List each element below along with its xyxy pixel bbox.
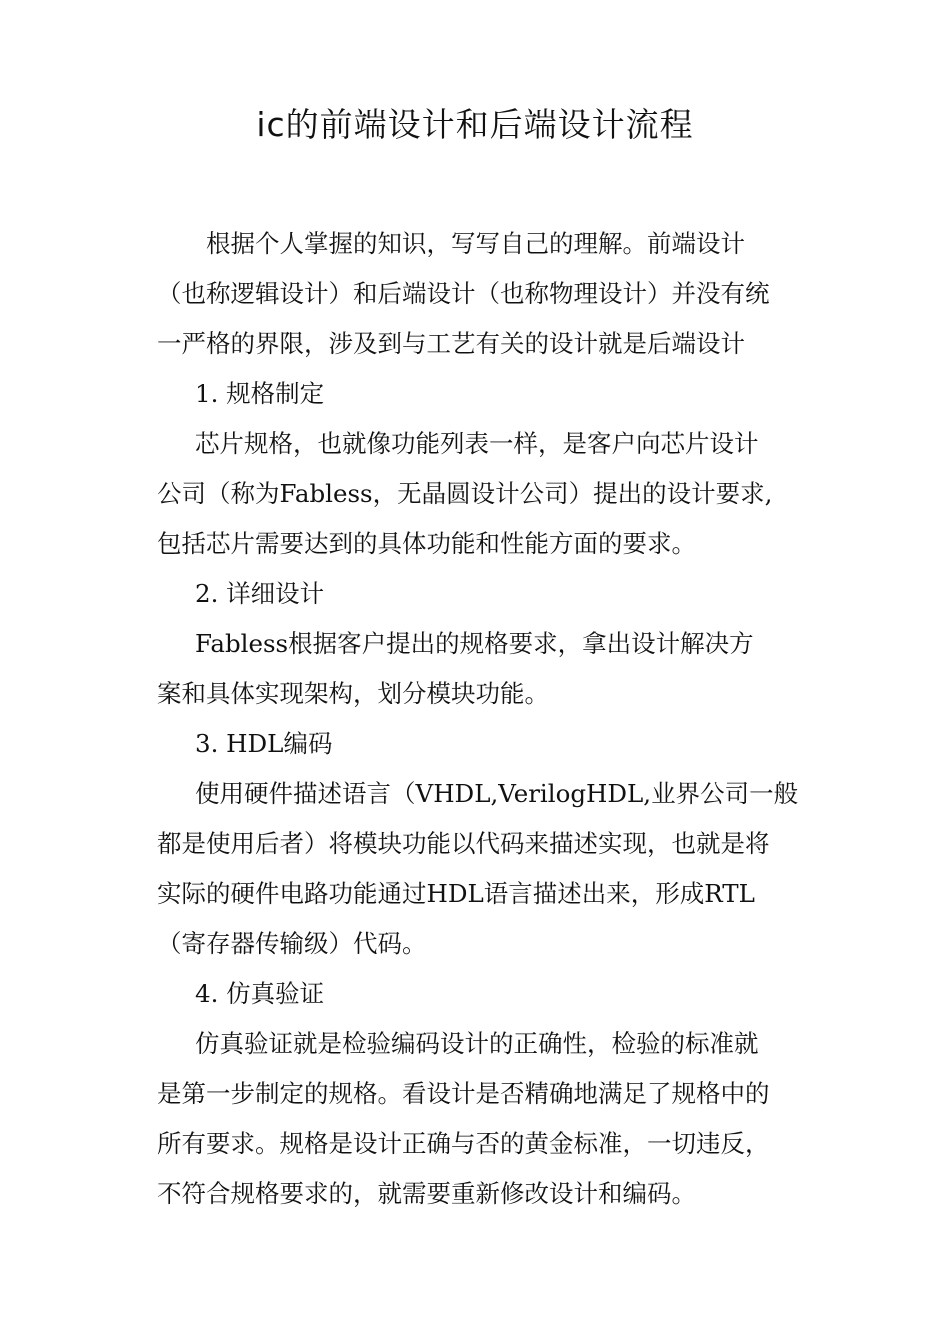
paragraph-line: 使用硬件描述语言（VHDL,VerilogHDL,业界公司一般: [195, 779, 799, 808]
document-body: [157, 219, 802, 1219]
paragraph-line: 一严格的界限，涉及到与工艺有关的设计就是后端设计: [157, 329, 745, 358]
paragraph-line: 芯片规格，也就像功能列表一样，是客户向芯片设计: [195, 429, 759, 458]
paragraph-line: 所有要求。规格是设计正确与否的黄金标准，一切违反，: [157, 1129, 770, 1158]
paragraph-line: （寄存器传输级）代码。: [157, 929, 427, 958]
document-title: ic的前端设计和后端设计流程: [256, 105, 694, 144]
paragraph-line: 公司（称为Fabless，无晶圆设计公司）提出的设计要求,: [157, 479, 773, 508]
paragraph-line: Fabless根据客户提出的规格要求，拿出设计解决方: [195, 629, 754, 658]
paragraph-line: 都是使用后者）将模块功能以代码来描述实现，也就是将: [157, 829, 770, 858]
paragraph-line: 是第一步制定的规格。看设计是否精确地满足了规格中的: [157, 1079, 770, 1108]
paragraph-line: （也称逻辑设计）和后端设计（也称物理设计）并没有统: [157, 279, 770, 308]
paragraph-line: 实际的硬件电路功能通过HDL语言描述出来，形成RTL: [157, 879, 755, 908]
paragraph-line: 包括芯片需要达到的具体功能和性能方面的要求。: [157, 529, 696, 558]
paragraph-line: 根据个人掌握的知识，写写自己的理解。前端设计: [206, 229, 745, 258]
paragraph-line: 仿真验证就是检验编码设计的正确性，检验的标准就: [195, 1029, 759, 1058]
section-heading-2: 2. 详细设计: [195, 579, 325, 608]
section-heading-4: 4. 仿真验证: [195, 979, 325, 1008]
section-heading-1: 1. 规格制定: [195, 379, 325, 408]
paragraph-line: 案和具体实现架构，划分模块功能。: [157, 679, 549, 708]
paragraph-line: 不符合规格要求的，就需要重新修改设计和编码。: [157, 1179, 696, 1208]
section-heading-3: 3. HDL编码: [195, 729, 333, 758]
